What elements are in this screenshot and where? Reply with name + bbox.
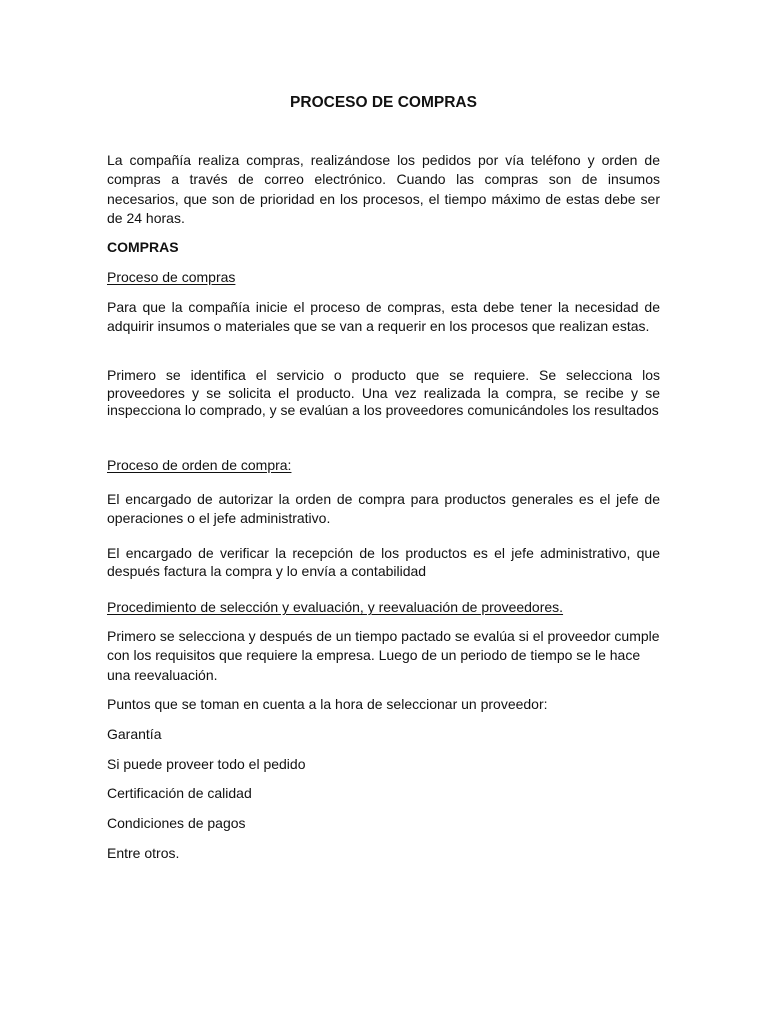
- paragraph-autorizar: El encargado de autorizar la orden de compra para productos generales es el jefe de operaciones o el jefe administrativo.: [107, 491, 660, 527]
- list-item: Condiciones de pagos: [107, 815, 246, 831]
- subheading-orden-de-compra: Proceso de orden de compra:: [107, 457, 292, 473]
- list-item: Entre otros.: [107, 845, 180, 861]
- list-item: Si puede proveer todo el pedido: [107, 756, 306, 772]
- paragraph-selecciona: Primero se selecciona y después de un tiempo pactado se evalúa si el proveedor cumple con los requisitos que requiere la empresa. Luego de un periodo de tiempo se le hace una reevaluación.: [107, 628, 660, 683]
- section-heading-compras: COMPRAS: [107, 239, 179, 255]
- document-title: PROCESO DE COMPRAS: [290, 94, 477, 111]
- document-page: [107, 0, 660, 1024]
- intro-paragraph: La compañía realiza compras, realizándose los pedidos por vía teléfono y orden de compras a través de correo electrónico. Cuando las compras son de insumos necesarios, que son de prioridad en los procesos, el tiempo máximo de estas debe ser de 24 horas.: [107, 152, 660, 227]
- subheading-proceso-de-compras: Proceso de compras: [107, 269, 236, 285]
- paragraph-identifica: Primero se identifica el servicio o producto que se requiere. Se selecciona los proveedores y se solicita el producto. Una vez realizada la compra, se recibe y se inspecciona lo comprado, y se evalúan a los proveedores comunicándoles los resultados: [107, 367, 660, 419]
- paragraph-necesidad: Para que la compañía inicie el proceso de compras, esta debe tener la necesidad de adquirir insumos o materiales que se van a requerir en los procesos que realizan estas.: [107, 299, 660, 335]
- list-item: Certificación de calidad: [107, 785, 252, 801]
- list-item: Garantía: [107, 726, 162, 742]
- subheading-seleccion-proveedores: Procedimiento de selección y evaluación, y reevaluación de proveedores.: [107, 599, 564, 615]
- paragraph-verificar: El encargado de verificar la recepción de los productos es el jefe administrativo, que después factura la compra y lo envía a contabilidad: [107, 545, 660, 579]
- paragraph-puntos: Puntos que se toman en cuenta a la hora de seleccionar un proveedor:: [107, 696, 548, 712]
